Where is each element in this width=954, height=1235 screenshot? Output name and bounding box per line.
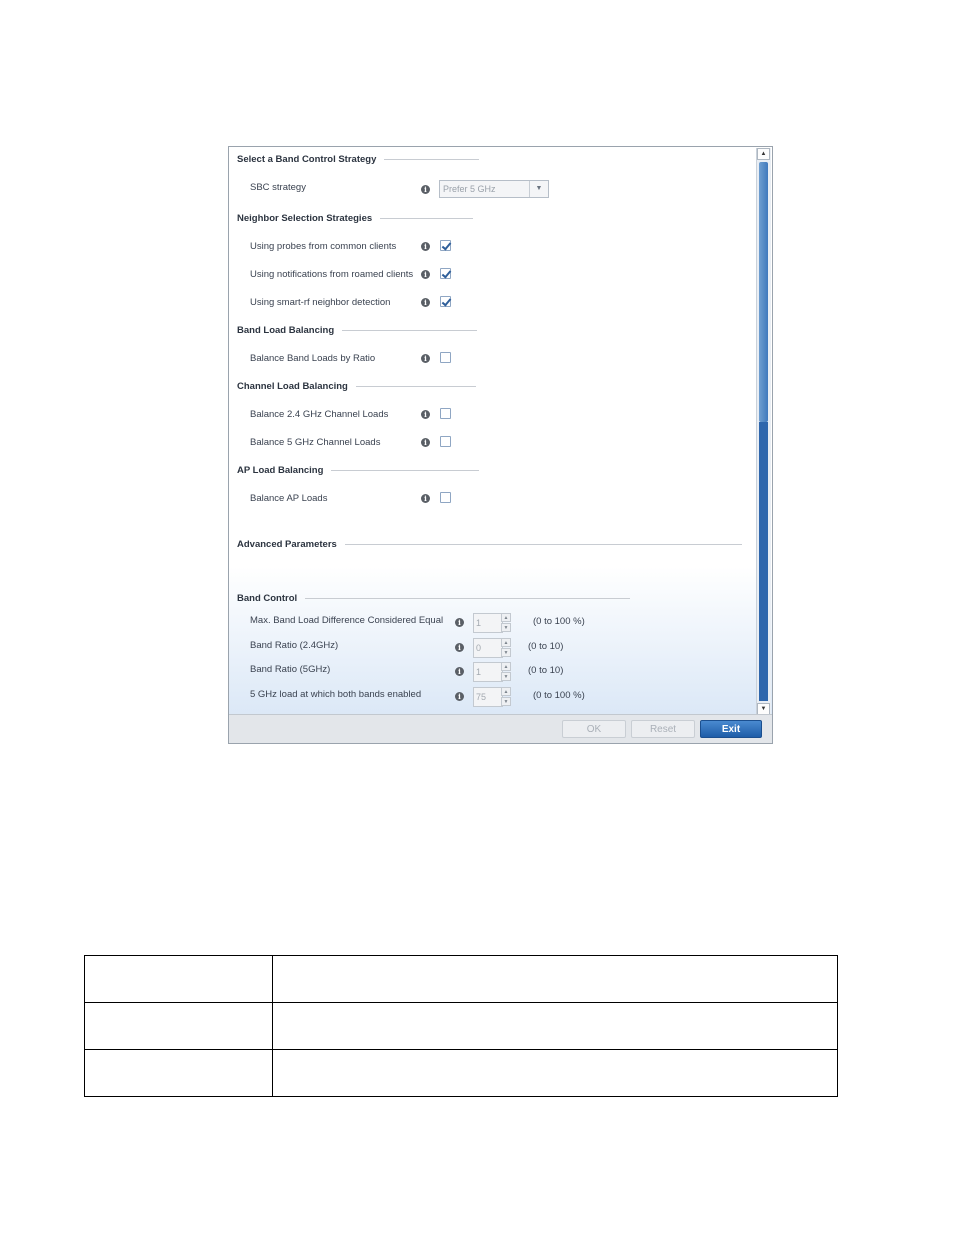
- neighbor-smartrf-checkbox[interactable]: [440, 296, 451, 307]
- neighbor-notifications-label: Using notifications from roamed clients: [250, 269, 414, 280]
- scrollbar-thumb[interactable]: [759, 162, 768, 422]
- section-advanced: [237, 539, 742, 550]
- load-balancing-dialog: [228, 146, 773, 744]
- band-ratio-24-value[interactable]: 0: [473, 638, 503, 658]
- section-title: Neighbor Selection Strategies: [237, 213, 373, 224]
- max-band-diff-value[interactable]: 1: [473, 613, 503, 633]
- section-ap-load: [237, 465, 479, 476]
- info-icon[interactable]: i: [421, 185, 430, 194]
- section-title: Channel Load Balancing: [237, 381, 348, 392]
- section-title: Select a Band Control Strategy: [237, 154, 377, 165]
- ap-balance-label: Balance AP Loads: [250, 493, 328, 504]
- table-row: [85, 1003, 838, 1050]
- table-row: [85, 956, 838, 1003]
- info-icon[interactable]: i: [421, 410, 430, 419]
- sbc-strategy-value: Prefer 5 GHz: [443, 184, 496, 194]
- section-channel-load: [237, 381, 476, 392]
- spin-up-icon[interactable]: ▲: [501, 613, 511, 622]
- info-icon[interactable]: i: [455, 618, 464, 627]
- dialog-content: [229, 147, 757, 717]
- both-bands-load-spinner[interactable]: [473, 687, 511, 707]
- neighbor-smartrf-label: Using smart-rf neighbor detection: [250, 297, 391, 308]
- spin-down-icon[interactable]: ▼: [501, 648, 511, 657]
- band-ratio-24-range: (0 to 10): [528, 641, 564, 652]
- max-band-diff-range: (0 to 100 %): [533, 616, 585, 627]
- exit-button[interactable]: Exit: [700, 720, 762, 738]
- band-ratio-5-label: Band Ratio (5GHz): [250, 664, 331, 675]
- both-bands-load-value[interactable]: 75: [473, 687, 503, 707]
- spin-down-icon[interactable]: ▼: [501, 623, 511, 632]
- max-band-diff-spinner[interactable]: [473, 613, 511, 633]
- spin-down-icon[interactable]: ▼: [501, 672, 511, 681]
- spin-up-icon[interactable]: ▲: [501, 687, 511, 696]
- section-band-strategy: [237, 154, 479, 165]
- info-icon[interactable]: i: [421, 298, 430, 307]
- info-icon[interactable]: i: [421, 494, 430, 503]
- section-title: Advanced Parameters: [237, 539, 337, 550]
- spin-down-icon[interactable]: ▼: [501, 697, 511, 706]
- band-ratio-5-value[interactable]: 1: [473, 662, 503, 682]
- info-icon[interactable]: i: [455, 643, 464, 652]
- channel-24-checkbox[interactable]: [440, 408, 451, 419]
- scroll-up-icon[interactable]: ▲: [757, 148, 770, 160]
- scroll-down-icon[interactable]: ▼: [757, 703, 770, 715]
- scrollbar-track[interactable]: [759, 422, 768, 701]
- channel-24-label: Balance 2.4 GHz Channel Loads: [250, 409, 389, 420]
- section-band-load: [237, 325, 477, 336]
- chevron-down-icon[interactable]: ▼: [529, 181, 548, 197]
- info-icon[interactable]: i: [421, 438, 430, 447]
- max-band-diff-label: Max. Band Load Difference Considered Equal: [250, 615, 444, 626]
- table-cell: [85, 1050, 273, 1097]
- band-ratio-24-label: Band Ratio (2.4GHz): [250, 640, 339, 651]
- section-neighbor: [237, 213, 473, 224]
- both-bands-load-range: (0 to 100 %): [533, 690, 585, 701]
- band-ratio-24-spinner[interactable]: [473, 638, 511, 658]
- spin-up-icon[interactable]: ▲: [501, 662, 511, 671]
- document-table: [84, 955, 838, 1097]
- neighbor-notifications-checkbox[interactable]: [440, 268, 451, 279]
- vertical-scrollbar[interactable]: [756, 148, 771, 715]
- table-cell: [273, 1050, 838, 1097]
- section-title: Band Load Balancing: [237, 325, 335, 336]
- band-ratio-5-spinner[interactable]: [473, 662, 511, 682]
- table-cell: [85, 1003, 273, 1050]
- section-title: Band Control: [237, 593, 298, 604]
- ok-button[interactable]: OK: [562, 720, 626, 738]
- table-row: [85, 1050, 838, 1097]
- table-cell: [273, 1003, 838, 1050]
- dialog-footer: [229, 714, 772, 743]
- channel-5-label: Balance 5 GHz Channel Loads: [250, 437, 381, 448]
- info-icon[interactable]: i: [421, 354, 430, 363]
- sbc-strategy-select[interactable]: [439, 180, 549, 198]
- neighbor-probes-checkbox[interactable]: [440, 240, 451, 251]
- channel-5-checkbox[interactable]: [440, 436, 451, 447]
- ap-balance-checkbox[interactable]: [440, 492, 451, 503]
- table-cell: [273, 956, 838, 1003]
- info-icon[interactable]: i: [421, 242, 430, 251]
- band-ratio-balance-label: Balance Band Loads by Ratio: [250, 353, 376, 364]
- band-ratio-balance-checkbox[interactable]: [440, 352, 451, 363]
- info-icon[interactable]: i: [421, 270, 430, 279]
- info-icon[interactable]: i: [455, 692, 464, 701]
- neighbor-probes-label: Using probes from common clients: [250, 241, 397, 252]
- section-title: AP Load Balancing: [237, 465, 324, 476]
- both-bands-load-label: 5 GHz load at which both bands enabled: [250, 689, 422, 700]
- band-ratio-5-range: (0 to 10): [528, 665, 564, 676]
- spin-up-icon[interactable]: ▲: [501, 638, 511, 647]
- sbc-strategy-label: SBC strategy: [250, 182, 306, 193]
- info-icon[interactable]: i: [455, 667, 464, 676]
- table-cell: [85, 956, 273, 1003]
- reset-button[interactable]: Reset: [631, 720, 695, 738]
- section-band-control: [237, 593, 630, 604]
